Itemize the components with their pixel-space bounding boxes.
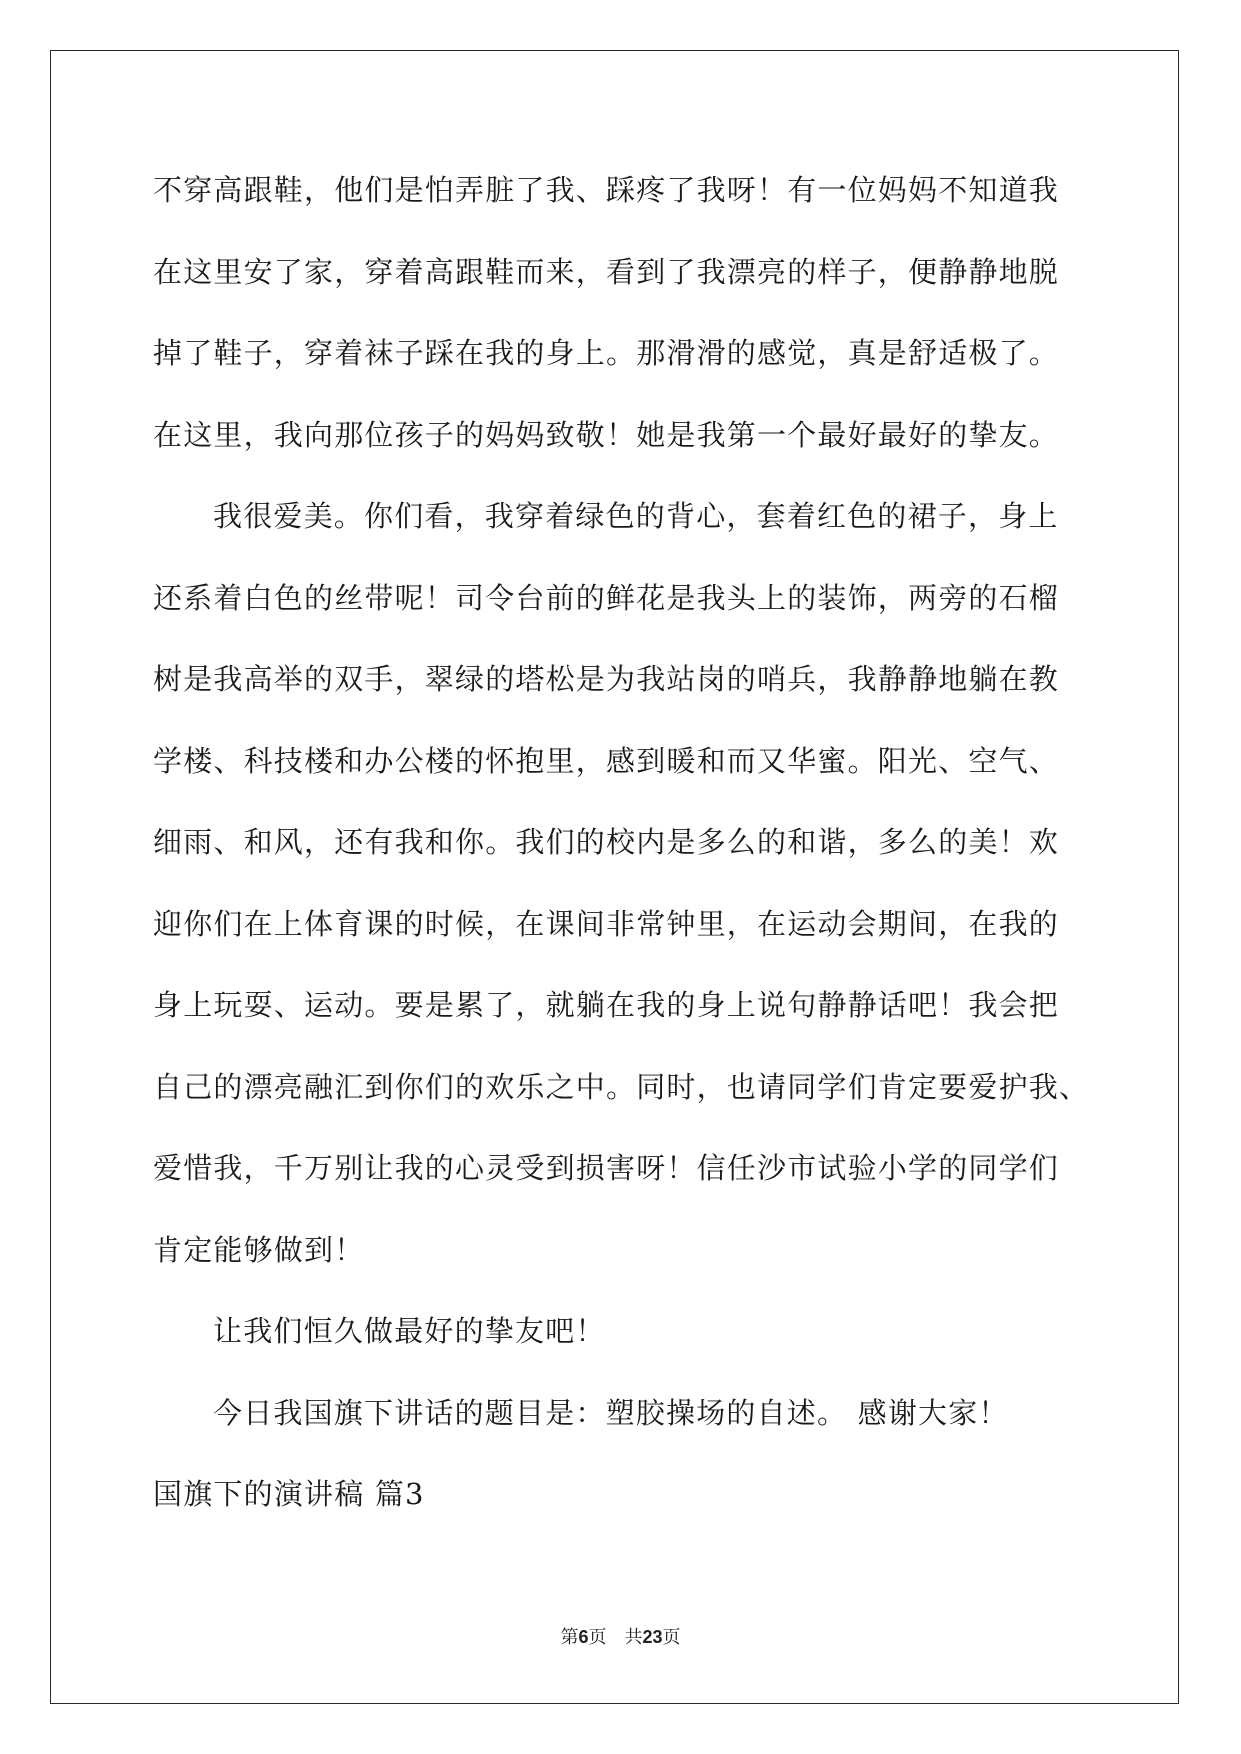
text-line: 在这里安了家，穿着高跟鞋而来，看到了我漂亮的样子，便静静地脱 (153, 254, 1060, 289)
footer-total-suffix: 页 (662, 1627, 681, 1648)
footer-page-suffix: 页 (588, 1627, 607, 1648)
text-line: 身上玩耍、运动。要是累了，就躺在我的身上说句静静话吧！我会把 (153, 988, 1060, 1022)
page-footer (0, 1623, 1241, 1649)
text-line: 迎你们在上体育课的时候，在课间非常钟里，在运动会期间，在我的 (153, 906, 1060, 941)
section-heading: 国旗下的演讲稿 篇3 (153, 1477, 425, 1511)
text-line: 自己的漂亮融汇到你们的欢乐之中。同时，也请同学们肯定要爱护我、 (153, 1069, 1090, 1104)
footer-total-prefix: 共 (624, 1627, 643, 1648)
footer-prefix: 第 (560, 1627, 579, 1648)
text-line: 还系着白色的丝带呢！司令台前的鲜花是我头上的装饰，两旁的石榴 (153, 580, 1060, 615)
total-page-count: 23 (642, 1627, 663, 1647)
text-line: 肯定能够做到！ (153, 1232, 365, 1267)
current-page-number: 6 (578, 1627, 589, 1647)
text-line: 树是我高举的双手，翠绿的塔松是为我站岗的哨兵，我静静地躺在教 (153, 662, 1060, 696)
paragraph-start: 我很爱美。你们看，我穿着绿色的背心，套着红色的裙子，身上 (213, 499, 1059, 533)
text-line: 在这里，我向那位孩子的妈妈致敬！她是我第一个最好最好的挚友。 (153, 417, 1060, 452)
text-line: 学楼、科技楼和办公楼的怀抱里，感到暖和而又华蜜。阳光、空气、 (153, 743, 1060, 778)
text-line: 细雨、和风，还有我和你。我们的校内是多么的和谐，多么的美！欢 (153, 825, 1060, 859)
paragraph-start: 让我们恒久做最好的挚友吧！ (213, 1314, 606, 1348)
text-line: 不穿高跟鞋，他们是怕弄脏了我、踩疼了我呀！有一位妈妈不知道我 (153, 173, 1060, 207)
document-body (153, 164, 1103, 1550)
text-line: 掉了鞋子，穿着袜子踩在我的身上。那滑滑的感觉，真是舒适极了。 (153, 336, 1060, 370)
paragraph-start: 今日我国旗下讲话的题目是：塑胶操场的自述。 感谢大家！ (213, 1395, 1009, 1430)
text-line: 爱惜我，千万别让我的心灵受到损害呀！信任沙市试验小学的同学们 (153, 1151, 1060, 1185)
